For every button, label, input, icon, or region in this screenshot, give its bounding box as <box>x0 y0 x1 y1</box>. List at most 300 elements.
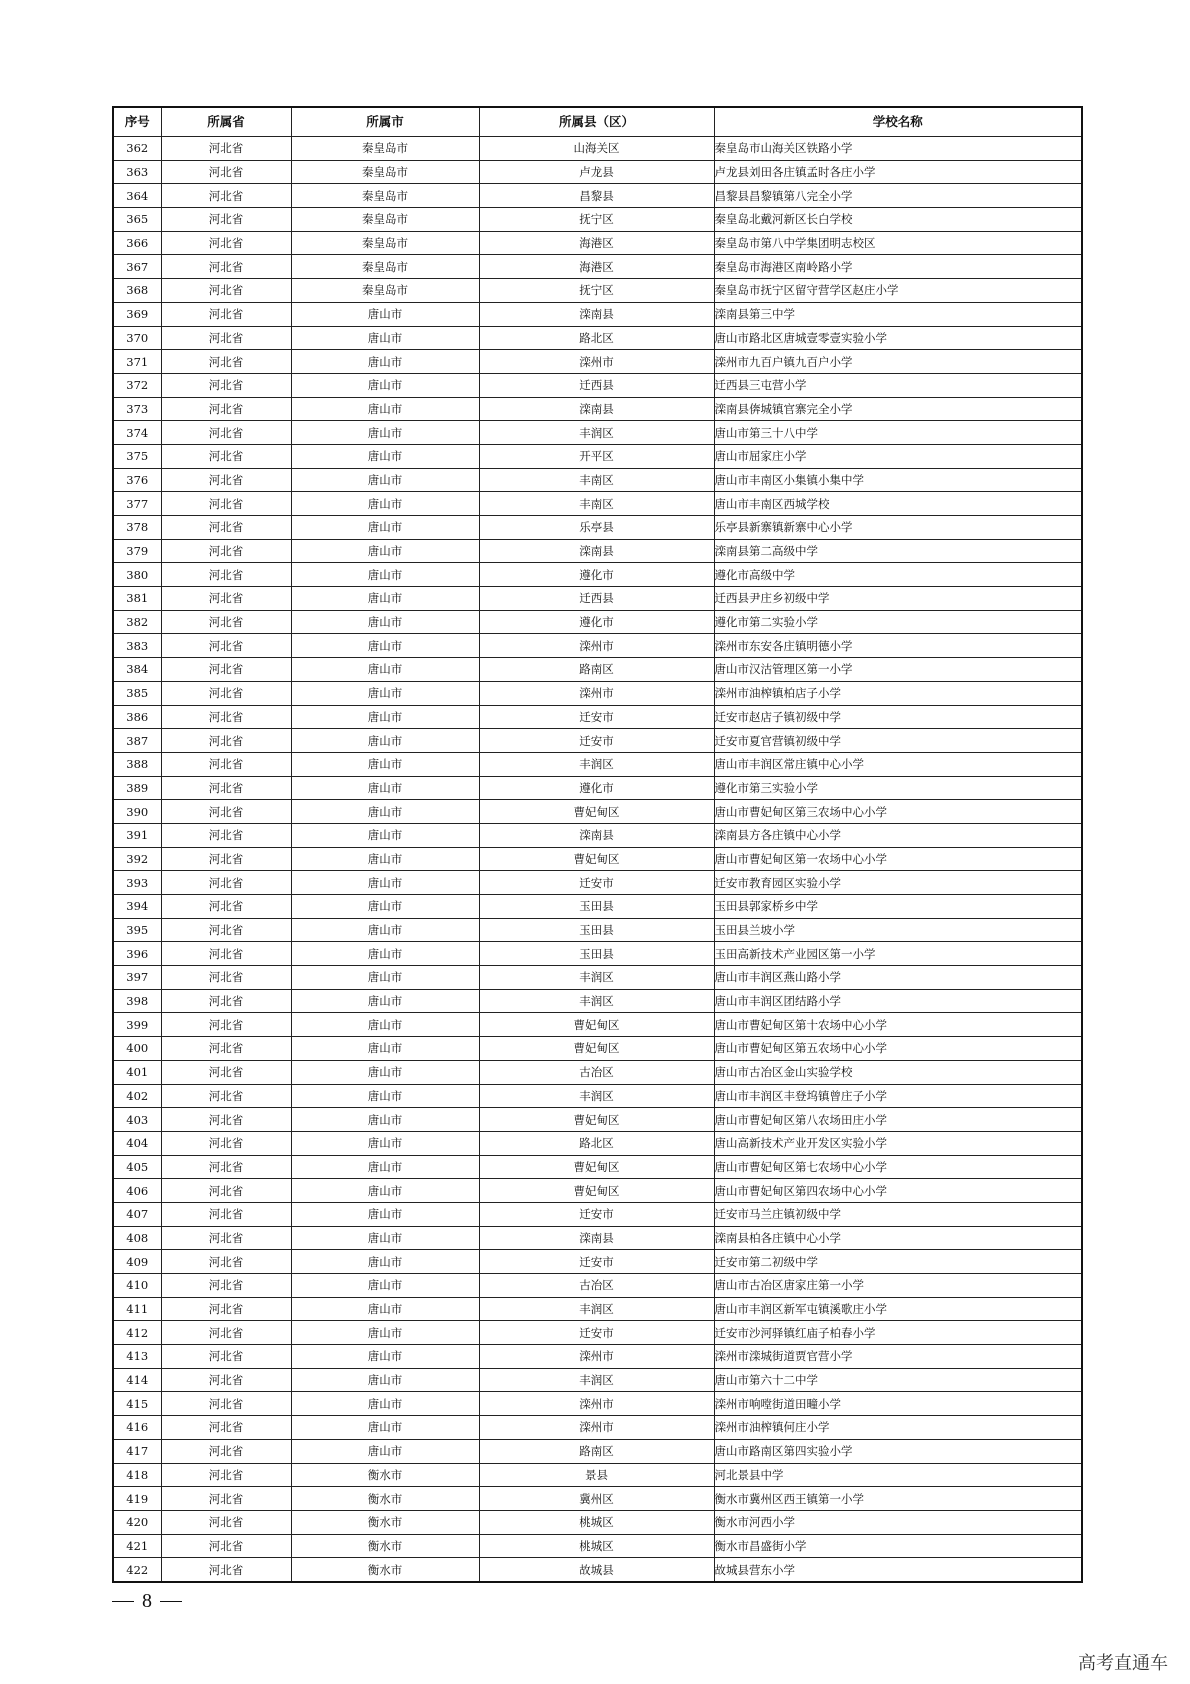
cell-province: 河北省 <box>161 563 291 587</box>
cell-city: 衡水市 <box>291 1510 479 1534</box>
cell-city: 唐山市 <box>291 847 479 871</box>
table-row <box>113 871 1082 895</box>
cell-province: 河北省 <box>161 137 291 161</box>
table-row <box>113 1463 1082 1487</box>
cell-county: 海港区 <box>479 255 714 279</box>
cell-city: 唐山市 <box>291 468 479 492</box>
cell-school-name: 滦州市油榨镇何庄小学 <box>714 1416 1082 1440</box>
cell-county: 滦南县 <box>479 302 714 326</box>
table-row <box>113 1250 1082 1274</box>
cell-province: 河北省 <box>161 752 291 776</box>
table-row <box>113 1416 1082 1440</box>
cell-city: 唐山市 <box>291 610 479 634</box>
cell-county: 景县 <box>479 1463 714 1487</box>
cell-index: 419 <box>113 1487 161 1511</box>
cell-province: 河北省 <box>161 658 291 682</box>
cell-city: 秦皇岛市 <box>291 279 479 303</box>
cell-school-name: 玉田县郭家桥乡中学 <box>714 895 1082 919</box>
cell-school-name: 唐山市曹妃甸区第十农场中心小学 <box>714 1013 1082 1037</box>
cell-county: 路南区 <box>479 1439 714 1463</box>
cell-province: 河北省 <box>161 918 291 942</box>
cell-index: 363 <box>113 160 161 184</box>
cell-city: 秦皇岛市 <box>291 160 479 184</box>
school-list-sheet <box>112 106 1081 1583</box>
cell-city: 唐山市 <box>291 516 479 540</box>
cell-city: 唐山市 <box>291 705 479 729</box>
cell-county: 遵化市 <box>479 776 714 800</box>
cell-city: 唐山市 <box>291 1084 479 1108</box>
cell-county: 滦南县 <box>479 539 714 563</box>
cell-county: 玉田县 <box>479 942 714 966</box>
cell-county: 迁西县 <box>479 587 714 611</box>
cell-city: 唐山市 <box>291 1439 479 1463</box>
cell-index: 402 <box>113 1084 161 1108</box>
cell-index: 399 <box>113 1013 161 1037</box>
cell-school-name: 遵化市第二实验小学 <box>714 610 1082 634</box>
cell-city: 衡水市 <box>291 1534 479 1558</box>
cell-county: 路南区 <box>479 658 714 682</box>
cell-county: 遵化市 <box>479 563 714 587</box>
table-row <box>113 1510 1082 1534</box>
cell-school-name: 唐山市曹妃甸区第三农场中心小学 <box>714 800 1082 824</box>
cell-county: 丰润区 <box>479 989 714 1013</box>
cell-index: 388 <box>113 752 161 776</box>
cell-province: 河北省 <box>161 397 291 421</box>
cell-province: 河北省 <box>161 1345 291 1369</box>
table-row <box>113 1060 1082 1084</box>
cell-province: 河北省 <box>161 1037 291 1061</box>
cell-city: 唐山市 <box>291 1202 479 1226</box>
cell-county: 丰润区 <box>479 1368 714 1392</box>
table-row <box>113 1368 1082 1392</box>
table-row <box>113 1013 1082 1037</box>
cell-school-name: 滦州市东安各庄镇明德小学 <box>714 634 1082 658</box>
table-row <box>113 1084 1082 1108</box>
cell-province: 河北省 <box>161 492 291 516</box>
table-row <box>113 587 1082 611</box>
cell-school-name: 秦皇岛北戴河新区长白学校 <box>714 208 1082 232</box>
page-number-value: 8 <box>142 1590 152 1612</box>
cell-school-name: 唐山高新技术产业开发区实验小学 <box>714 1131 1082 1155</box>
cell-city: 唐山市 <box>291 966 479 990</box>
cell-county: 曹妃甸区 <box>479 1037 714 1061</box>
cell-province: 河北省 <box>161 1297 291 1321</box>
table-row <box>113 468 1082 492</box>
cell-index: 369 <box>113 302 161 326</box>
cell-school-name: 滦南县柏各庄镇中心小学 <box>714 1226 1082 1250</box>
cell-city: 唐山市 <box>291 350 479 374</box>
cell-province: 河北省 <box>161 1510 291 1534</box>
cell-index: 390 <box>113 800 161 824</box>
cell-index: 422 <box>113 1558 161 1582</box>
cell-index: 407 <box>113 1202 161 1226</box>
cell-province: 河北省 <box>161 1439 291 1463</box>
cell-school-name: 秦皇岛市第八中学集团明志校区 <box>714 231 1082 255</box>
table-row <box>113 658 1082 682</box>
cell-county: 玉田县 <box>479 918 714 942</box>
table-row <box>113 610 1082 634</box>
cell-county: 桃城区 <box>479 1510 714 1534</box>
cell-city: 唐山市 <box>291 634 479 658</box>
cell-city: 秦皇岛市 <box>291 184 479 208</box>
cell-province: 河北省 <box>161 208 291 232</box>
cell-school-name: 滦南县方各庄镇中心小学 <box>714 823 1082 847</box>
cell-index: 411 <box>113 1297 161 1321</box>
table-row <box>113 800 1082 824</box>
cell-county: 昌黎县 <box>479 184 714 208</box>
cell-index: 386 <box>113 705 161 729</box>
cell-school-name: 玉田县兰坡小学 <box>714 918 1082 942</box>
table-row <box>113 989 1082 1013</box>
cell-county: 丰南区 <box>479 492 714 516</box>
cell-index: 391 <box>113 823 161 847</box>
cell-city: 唐山市 <box>291 492 479 516</box>
table-row <box>113 1131 1082 1155</box>
cell-index: 403 <box>113 1108 161 1132</box>
table-row <box>113 326 1082 350</box>
cell-county: 滦州市 <box>479 1392 714 1416</box>
cell-school-name: 唐山市丰润区丰登坞镇曾庄子小学 <box>714 1084 1082 1108</box>
cell-index: 384 <box>113 658 161 682</box>
cell-city: 唐山市 <box>291 1037 479 1061</box>
table-row <box>113 1108 1082 1132</box>
cell-index: 368 <box>113 279 161 303</box>
cell-index: 421 <box>113 1534 161 1558</box>
school-table <box>112 106 1083 1583</box>
cell-school-name: 滦州市滦城街道贾官营小学 <box>714 1345 1082 1369</box>
table-row <box>113 516 1082 540</box>
cell-county: 遵化市 <box>479 610 714 634</box>
cell-school-name: 迁安市第二初级中学 <box>714 1250 1082 1274</box>
cell-school-name: 河北景县中学 <box>714 1463 1082 1487</box>
cell-index: 385 <box>113 681 161 705</box>
cell-city: 唐山市 <box>291 681 479 705</box>
cell-school-name: 唐山市曹妃甸区第五农场中心小学 <box>714 1037 1082 1061</box>
table-row <box>113 137 1082 161</box>
cell-province: 河北省 <box>161 1179 291 1203</box>
cell-index: 375 <box>113 444 161 468</box>
cell-city: 唐山市 <box>291 1060 479 1084</box>
cell-province: 河北省 <box>161 302 291 326</box>
cell-province: 河北省 <box>161 1416 291 1440</box>
cell-county: 路北区 <box>479 1131 714 1155</box>
cell-city: 唐山市 <box>291 1131 479 1155</box>
cell-province: 河北省 <box>161 1534 291 1558</box>
table-row <box>113 1297 1082 1321</box>
cell-school-name: 唐山市丰南区西城学校 <box>714 492 1082 516</box>
cell-city: 唐山市 <box>291 373 479 397</box>
cell-index: 373 <box>113 397 161 421</box>
table-row <box>113 563 1082 587</box>
cell-school-name: 唐山市丰南区小集镇小集中学 <box>714 468 1082 492</box>
cell-province: 河北省 <box>161 871 291 895</box>
cell-province: 河北省 <box>161 326 291 350</box>
table-row <box>113 1534 1082 1558</box>
cell-province: 河北省 <box>161 989 291 1013</box>
cell-index: 367 <box>113 255 161 279</box>
cell-province: 河北省 <box>161 1321 291 1345</box>
cell-city: 衡水市 <box>291 1558 479 1582</box>
cell-province: 河北省 <box>161 231 291 255</box>
table-row <box>113 302 1082 326</box>
cell-province: 河北省 <box>161 444 291 468</box>
cell-county: 滦南县 <box>479 823 714 847</box>
cell-index: 417 <box>113 1439 161 1463</box>
cell-city: 唐山市 <box>291 1368 479 1392</box>
cell-index: 379 <box>113 539 161 563</box>
table-row <box>113 492 1082 516</box>
cell-province: 河北省 <box>161 1368 291 1392</box>
cell-school-name: 唐山市路北区唐城壹零壹实验小学 <box>714 326 1082 350</box>
cell-index: 389 <box>113 776 161 800</box>
cell-county: 路北区 <box>479 326 714 350</box>
cell-index: 420 <box>113 1510 161 1534</box>
cell-school-name: 衡水市河西小学 <box>714 1510 1082 1534</box>
cell-school-name: 秦皇岛市海港区南岭路小学 <box>714 255 1082 279</box>
cell-index: 382 <box>113 610 161 634</box>
cell-index: 377 <box>113 492 161 516</box>
cell-index: 418 <box>113 1463 161 1487</box>
cell-county: 滦南县 <box>479 1226 714 1250</box>
cell-index: 396 <box>113 942 161 966</box>
cell-school-name: 唐山市曹妃甸区第一农场中心小学 <box>714 847 1082 871</box>
cell-school-name: 衡水市冀州区西王镇第一小学 <box>714 1487 1082 1511</box>
cell-index: 406 <box>113 1179 161 1203</box>
cell-province: 河北省 <box>161 1226 291 1250</box>
cell-index: 372 <box>113 373 161 397</box>
table-row <box>113 705 1082 729</box>
cell-province: 河北省 <box>161 942 291 966</box>
cell-school-name: 遵化市第三实验小学 <box>714 776 1082 800</box>
cell-index: 408 <box>113 1226 161 1250</box>
cell-city: 唐山市 <box>291 1321 479 1345</box>
cell-city: 唐山市 <box>291 871 479 895</box>
table-header-row <box>113 107 1082 137</box>
cell-city: 唐山市 <box>291 1416 479 1440</box>
cell-index: 376 <box>113 468 161 492</box>
cell-city: 唐山市 <box>291 1155 479 1179</box>
cell-index: 409 <box>113 1250 161 1274</box>
cell-province: 河北省 <box>161 1155 291 1179</box>
table-row <box>113 1202 1082 1226</box>
cell-index: 398 <box>113 989 161 1013</box>
cell-province: 河北省 <box>161 729 291 753</box>
cell-county: 抚宁区 <box>479 279 714 303</box>
cell-index: 381 <box>113 587 161 611</box>
table-row <box>113 397 1082 421</box>
cell-city: 唐山市 <box>291 658 479 682</box>
cell-county: 丰润区 <box>479 421 714 445</box>
cell-school-name: 唐山市第三十八中学 <box>714 421 1082 445</box>
cell-school-name: 迁安市马兰庄镇初级中学 <box>714 1202 1082 1226</box>
table-row <box>113 1155 1082 1179</box>
cell-school-name: 唐山市丰润区新军屯镇溪歌庄小学 <box>714 1297 1082 1321</box>
cell-index: 401 <box>113 1060 161 1084</box>
cell-school-name: 玉田高新技术产业园区第一小学 <box>714 942 1082 966</box>
table-row <box>113 1037 1082 1061</box>
cell-county: 古冶区 <box>479 1060 714 1084</box>
cell-index: 395 <box>113 918 161 942</box>
table-row <box>113 444 1082 468</box>
cell-province: 河北省 <box>161 634 291 658</box>
table-row <box>113 350 1082 374</box>
cell-school-name: 唐山市曹妃甸区第八农场田庄小学 <box>714 1108 1082 1132</box>
cell-province: 河北省 <box>161 1250 291 1274</box>
cell-province: 河北省 <box>161 255 291 279</box>
cell-school-name: 唐山市曹妃甸区第四农场中心小学 <box>714 1179 1082 1203</box>
cell-index: 414 <box>113 1368 161 1392</box>
table-row <box>113 752 1082 776</box>
cell-city: 衡水市 <box>291 1463 479 1487</box>
cell-index: 413 <box>113 1345 161 1369</box>
cell-city: 唐山市 <box>291 942 479 966</box>
cell-school-name: 迁安市教育园区实验小学 <box>714 871 1082 895</box>
cell-school-name: 唐山市丰润区燕山路小学 <box>714 966 1082 990</box>
cell-index: 416 <box>113 1416 161 1440</box>
cell-city: 秦皇岛市 <box>291 231 479 255</box>
table-row <box>113 776 1082 800</box>
table-row <box>113 847 1082 871</box>
cell-school-name: 唐山市第六十二中学 <box>714 1368 1082 1392</box>
cell-school-name: 滦州市九百户镇九百户小学 <box>714 350 1082 374</box>
cell-city: 唐山市 <box>291 1274 479 1298</box>
cell-school-name: 遵化市高级中学 <box>714 563 1082 587</box>
table-row <box>113 966 1082 990</box>
cell-county: 迁安市 <box>479 729 714 753</box>
cell-province: 河北省 <box>161 160 291 184</box>
cell-city: 唐山市 <box>291 1345 479 1369</box>
table-row <box>113 1179 1082 1203</box>
cell-city: 唐山市 <box>291 776 479 800</box>
cell-county: 丰南区 <box>479 468 714 492</box>
cell-school-name: 昌黎县昌黎镇第八完全小学 <box>714 184 1082 208</box>
table-row <box>113 895 1082 919</box>
cell-index: 387 <box>113 729 161 753</box>
cell-index: 374 <box>113 421 161 445</box>
cell-index: 400 <box>113 1037 161 1061</box>
cell-province: 河北省 <box>161 681 291 705</box>
cell-city: 秦皇岛市 <box>291 255 479 279</box>
cell-index: 366 <box>113 231 161 255</box>
page-number-dash-left <box>112 1601 134 1603</box>
cell-county: 曹妃甸区 <box>479 1179 714 1203</box>
cell-school-name: 唐山市曹妃甸区第七农场中心小学 <box>714 1155 1082 1179</box>
table-row <box>113 1439 1082 1463</box>
cell-county: 迁安市 <box>479 1202 714 1226</box>
cell-province: 河北省 <box>161 705 291 729</box>
cell-county: 抚宁区 <box>479 208 714 232</box>
watermark: 高考直通车 <box>1078 1653 1168 1674</box>
cell-county: 玉田县 <box>479 895 714 919</box>
table-row <box>113 729 1082 753</box>
cell-school-name: 滦南县倴城镇官寨完全小学 <box>714 397 1082 421</box>
cell-province: 河北省 <box>161 468 291 492</box>
cell-county: 迁安市 <box>479 1250 714 1274</box>
cell-county: 迁安市 <box>479 1321 714 1345</box>
cell-county: 山海关区 <box>479 137 714 161</box>
table-row <box>113 918 1082 942</box>
cell-county: 滦州市 <box>479 681 714 705</box>
cell-county: 迁安市 <box>479 871 714 895</box>
cell-school-name: 衡水市昌盛街小学 <box>714 1534 1082 1558</box>
table-row <box>113 634 1082 658</box>
cell-county: 古冶区 <box>479 1274 714 1298</box>
cell-province: 河北省 <box>161 516 291 540</box>
cell-county: 迁西县 <box>479 373 714 397</box>
table-row <box>113 1321 1082 1345</box>
header-county: 所属县（区） <box>479 107 714 137</box>
cell-province: 河北省 <box>161 1131 291 1155</box>
cell-school-name: 乐亭县新寨镇新寨中心小学 <box>714 516 1082 540</box>
cell-index: 392 <box>113 847 161 871</box>
cell-county: 曹妃甸区 <box>479 847 714 871</box>
table-row <box>113 1558 1082 1582</box>
cell-school-name: 故城县营东小学 <box>714 1558 1082 1582</box>
cell-county: 曹妃甸区 <box>479 1155 714 1179</box>
page-number-dash-right <box>160 1601 182 1603</box>
cell-school-name: 迁西县三屯营小学 <box>714 373 1082 397</box>
table-row <box>113 1226 1082 1250</box>
cell-city: 唐山市 <box>291 918 479 942</box>
table-row <box>113 208 1082 232</box>
table-row <box>113 823 1082 847</box>
cell-county: 滦州市 <box>479 634 714 658</box>
cell-province: 河北省 <box>161 966 291 990</box>
cell-school-name: 滦州市响嘡街道田疃小学 <box>714 1392 1082 1416</box>
cell-city: 唐山市 <box>291 1250 479 1274</box>
cell-index: 394 <box>113 895 161 919</box>
cell-province: 河北省 <box>161 184 291 208</box>
cell-county: 开平区 <box>479 444 714 468</box>
cell-province: 河北省 <box>161 1463 291 1487</box>
cell-county: 迁安市 <box>479 705 714 729</box>
cell-province: 河北省 <box>161 800 291 824</box>
cell-county: 桃城区 <box>479 1534 714 1558</box>
cell-index: 405 <box>113 1155 161 1179</box>
cell-index: 397 <box>113 966 161 990</box>
cell-school-name: 唐山市汉沽管理区第一小学 <box>714 658 1082 682</box>
cell-county: 卢龙县 <box>479 160 714 184</box>
cell-city: 唐山市 <box>291 1226 479 1250</box>
header-index: 序号 <box>113 107 161 137</box>
cell-index: 383 <box>113 634 161 658</box>
cell-index: 378 <box>113 516 161 540</box>
cell-city: 唐山市 <box>291 1392 479 1416</box>
cell-county: 曹妃甸区 <box>479 1013 714 1037</box>
table-row <box>113 184 1082 208</box>
cell-province: 河北省 <box>161 1060 291 1084</box>
cell-city: 唐山市 <box>291 397 479 421</box>
cell-school-name: 唐山市丰润区团结路小学 <box>714 989 1082 1013</box>
cell-county: 曹妃甸区 <box>479 800 714 824</box>
cell-province: 河北省 <box>161 1392 291 1416</box>
cell-county: 冀州区 <box>479 1487 714 1511</box>
cell-index: 371 <box>113 350 161 374</box>
cell-school-name: 滦南县第三中学 <box>714 302 1082 326</box>
cell-index: 415 <box>113 1392 161 1416</box>
cell-county: 丰润区 <box>479 1084 714 1108</box>
header-city: 所属市 <box>291 107 479 137</box>
table-row <box>113 942 1082 966</box>
cell-county: 故城县 <box>479 1558 714 1582</box>
header-province: 所属省 <box>161 107 291 137</box>
cell-school-name: 滦南县第二高级中学 <box>714 539 1082 563</box>
cell-county: 丰润区 <box>479 1297 714 1321</box>
cell-index: 380 <box>113 563 161 587</box>
cell-county: 曹妃甸区 <box>479 1108 714 1132</box>
cell-province: 河北省 <box>161 1013 291 1037</box>
cell-province: 河北省 <box>161 610 291 634</box>
